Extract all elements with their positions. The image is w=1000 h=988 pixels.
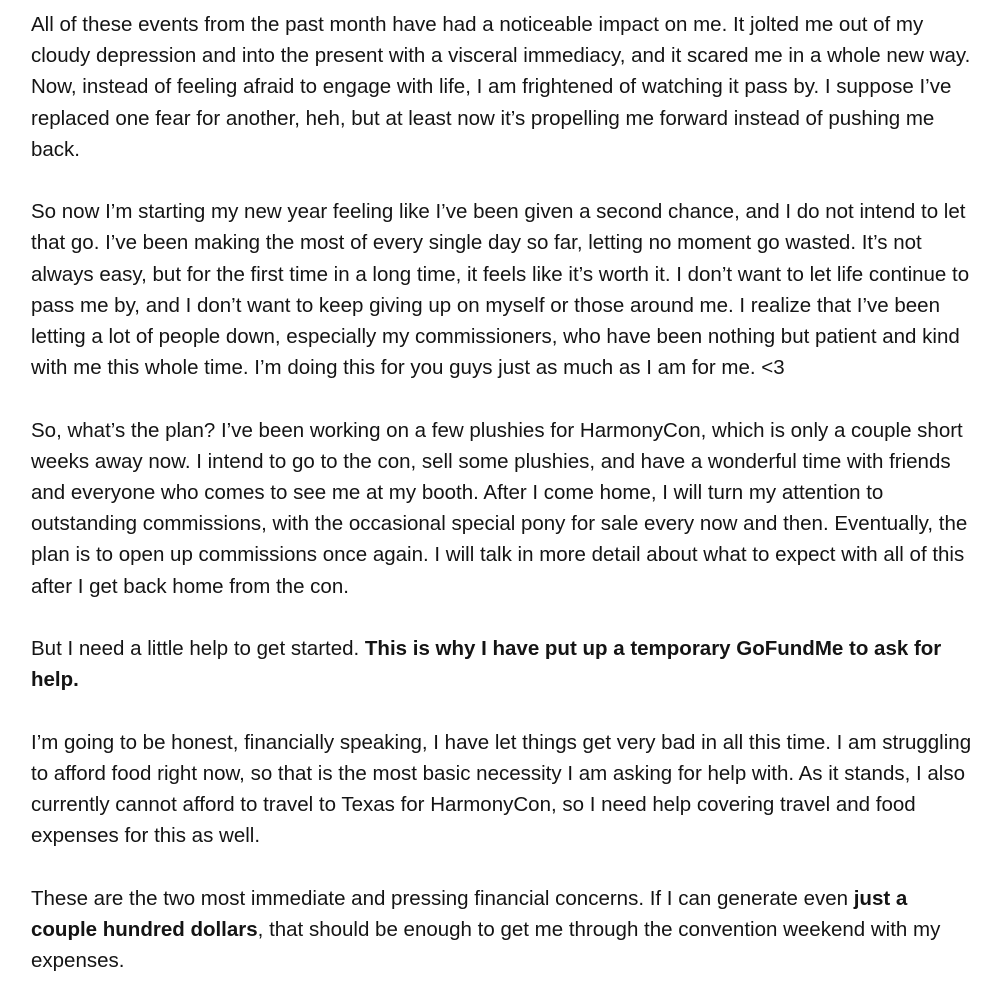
post-body: [31, 9, 976, 976]
paragraph-text: These are the two most immediate and pressing financial concerns. If I can generate even: [31, 886, 854, 910]
paragraph: All of these events from the past month have had a noticeable impact on me. It jolted me out of my cloudy depression and into the present with a visceral immediacy, and it scared me in a whole new way. Now, instead of feeling afraid to engage with life, I am frightened of watching it pass by. I suppose I’ve replaced one fear for another, heh, but at least now it’s propelling me forward instead of pushing me back.: [31, 13, 971, 161]
paragraph: I’m going to be honest, financially speaking, I have let things get very bad in all this time. I am struggling to afford food right now, so that is the most basic necessity I am asking for help with. As it stands, I also currently cannot afford to travel to Texas for HarmonyCon, so I need help covering travel and food expenses for this as well.: [31, 730, 972, 848]
paragraph: So now I’m starting my new year feeling like I’ve been given a second chance, and I do not intend to let that go. I’ve been making the most of every single day so far, letting no moment go wasted. It’s not always easy, but for the first time in a long time, it feels like it’s worth it. I don’t want to let life continue to pass me by, and I don’t want to keep giving up on myself or those around me. I realize that I’ve been letting a lot of people down, especially my commissioners, who have been nothing but patient and kind with me this whole time. I’m doing this for you guys just as much as I am for me. <3: [31, 200, 970, 380]
paragraph-text: But I need a little help to get started.: [31, 637, 365, 661]
paragraph-text: , that should be enough to get me through the convention weekend with my expenses.: [31, 917, 941, 973]
paragraph: So, what’s the plan? I’ve been working on a few plushies for HarmonyCon, which is only a couple short weeks away now. I intend to go to the con, sell some plushies, and have a wonderful time with friends and everyone who comes to see me at my booth. After I come home, I will turn my attention to outstanding commissions, with the occasional special pony for sale every now and then. Eventually, the plan is to open up commissions once again. I will talk in more detail about what to expect with all of this after I get back home from the con.: [31, 418, 968, 598]
amount-emphasis: just a couple hundred dollars: [31, 886, 908, 941]
paragraph: [31, 883, 976, 977]
gofundme-callout: This is why I have put up a temporary GoFundMe to ask for help.: [31, 637, 942, 692]
paragraph: [31, 633, 976, 695]
